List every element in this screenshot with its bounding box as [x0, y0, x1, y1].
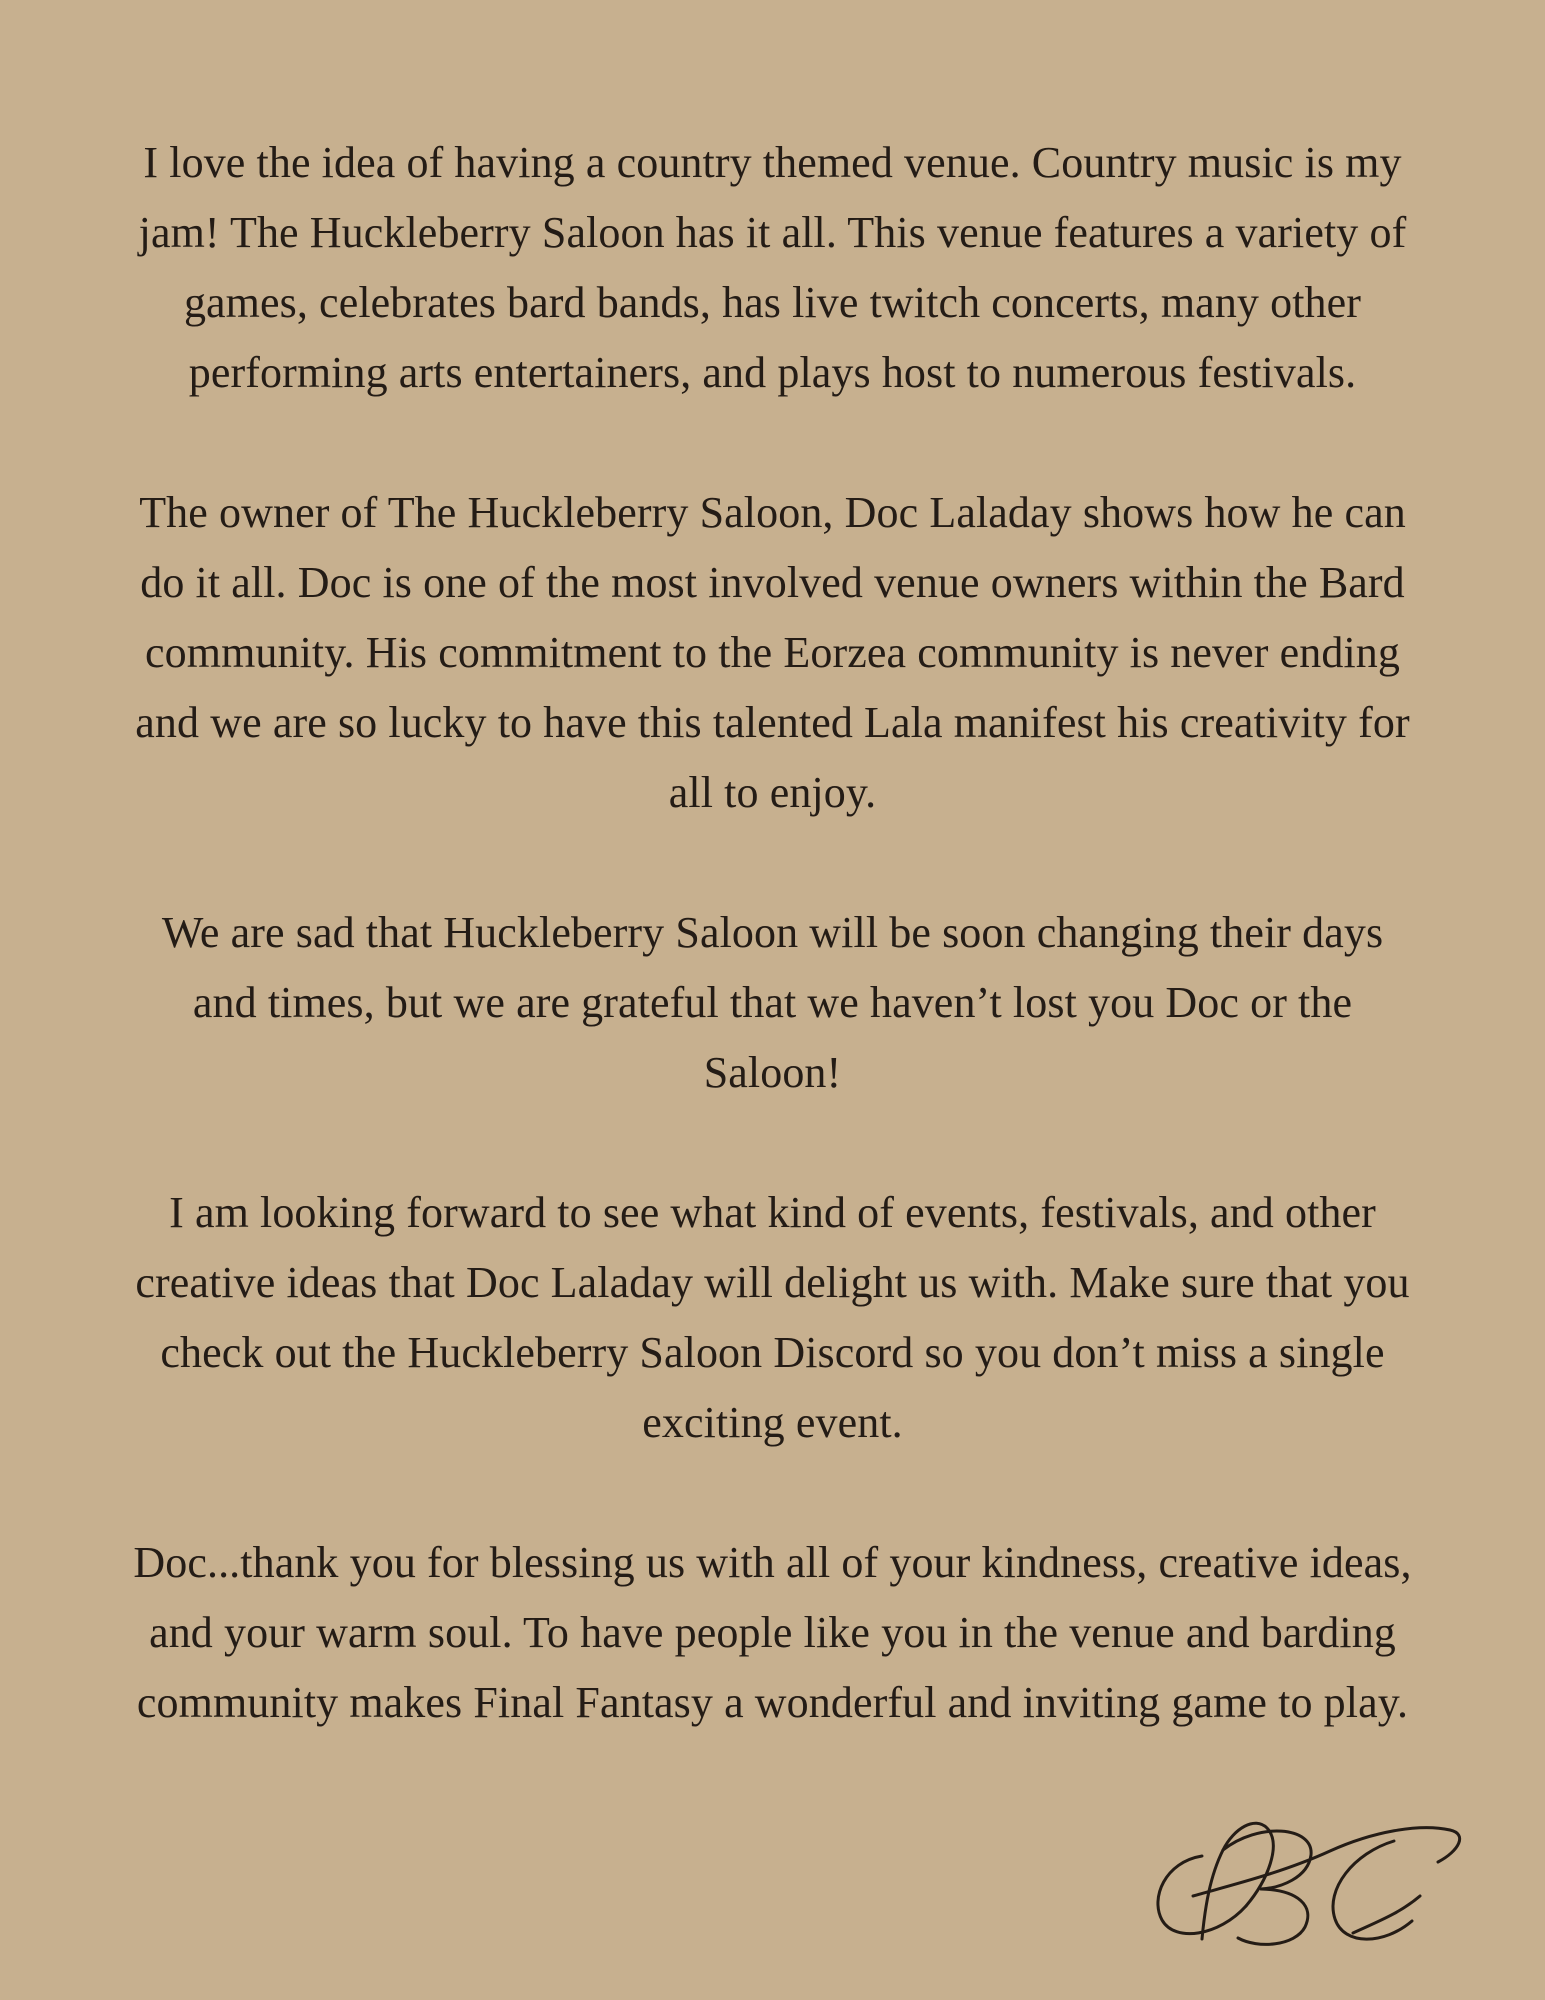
paragraph-owner: The owner of The Huckleberry Saloon, Doc Laladay shows how he can do it all. Doc is one of the most involved venue owners within the Bard community. His commitment to the Eorzea community is never ending and we are so lucky to have this talented Lala manifest his creativity for all to enjoy.: [135, 488, 1410, 817]
signature-monogram: [1150, 1810, 1480, 1960]
paragraph-thank-you: Doc...thank you for blessing us with all of your kindness, creative ideas, and your warm soul. To have people like you in the venue and barding community makes Final Fantasy a wonderful and inviting game to play.: [133, 1538, 1412, 1727]
paragraph-looking-forward: I am looking forward to see what kind of events, festivals, and other creative ideas that Doc Laladay will delight us with. Make sure that you check out the Huckleberry Saloon Discord so you don’t miss a single exciting event.: [135, 1188, 1410, 1447]
paragraph-venue-intro: I love the idea of having a country themed venue. Country music is my jam! The Huckleberry Saloon has it all. This venue features a variety of games, celebrates bard bands, has live twitch concerts, many other performing arts entertainers, and plays host to numerous festivals.: [138, 138, 1407, 397]
paragraph-schedule-change: We are sad that Huckleberry Saloon will be soon changing their days and times, but we are grateful that we haven’t lost you Doc or the Saloon!: [161, 908, 1384, 1097]
letter-body: [42, 128, 1503, 1808]
